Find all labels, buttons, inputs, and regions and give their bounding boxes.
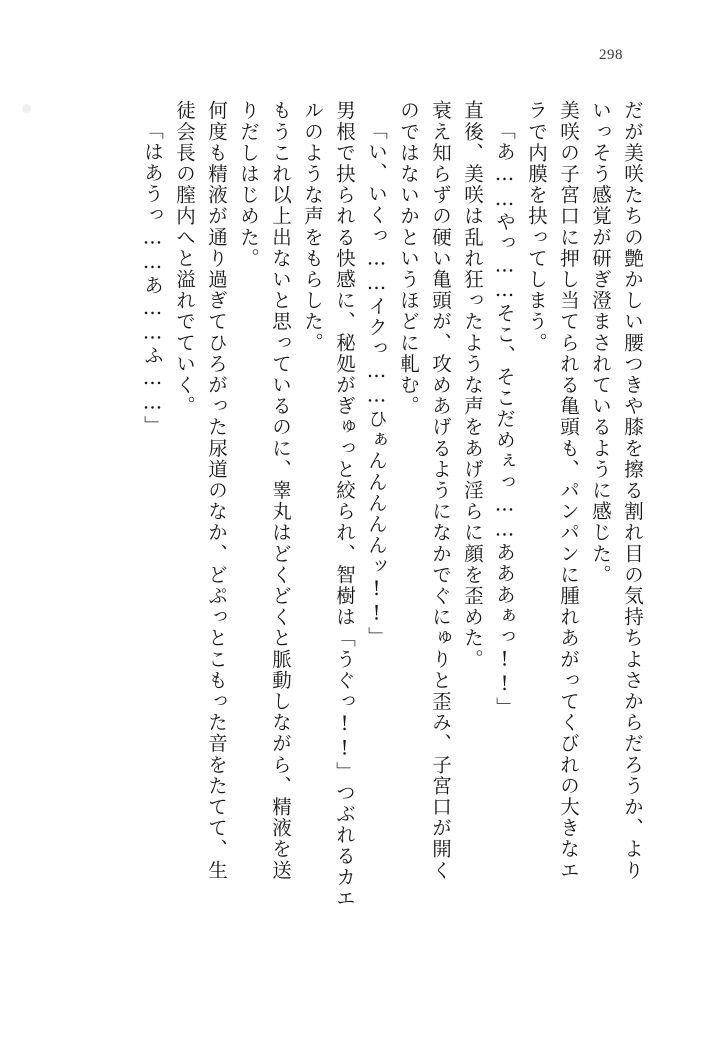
text-column: 「あ……やっ……そこ、そこだめぇっ……あああぁっ!!」 — [493, 120, 516, 718]
text-column: 「はあうっ……あ……ふ……」 — [141, 120, 164, 437]
text-column: 直後、美咲は乱れ狂ったような声をあげ淫らに顔を歪めた。 — [461, 100, 484, 670]
page-number: 298 — [599, 47, 623, 63]
text-column: 何度も精液が通り過ぎてひろがった尿道のなか、どぷっとこもった音をたてて、生 — [205, 100, 228, 881]
text-column: 衰え知らずの硬い亀頭が、攻めあげるようになかでぐにゅりと歪み、子宮口が開く — [429, 100, 452, 881]
text-column: 徒会長の膣内へと溢れでていく。 — [173, 100, 196, 417]
text-column: ルのような声をもらした。 — [301, 100, 324, 354]
text-column: りだしはじめた。 — [237, 100, 260, 269]
text-column: だが美咲たちの艶かしい腰つきや膝を擦る割れ目の気持ちよさからだろうか、より — [621, 100, 644, 881]
page-artifact-dot — [22, 104, 31, 113]
text-column: のではないかというほどに軋む。 — [397, 100, 420, 417]
vertical-text-body — [64, 100, 642, 970]
text-column: ラで内膜を抉ってしまう。 — [525, 100, 548, 354]
text-column: 美咲の子宮口に押し当てられる亀頭も、パンパンに腫れあがってくびれの大きなエ — [557, 100, 580, 881]
text-column: 「い、いくっ……イクっ……ひぁんんんんんッ!!」 — [365, 120, 388, 648]
text-column: もうこれ以上出ないと思っているのに、睾丸はどくどくと脈動しながら、精液を送 — [269, 100, 292, 881]
text-column: 男根で抉られる快感に、秘処がぎゅっと絞られ、智樹は「うぐっ!!」つぶれるカエ — [333, 100, 356, 909]
text-column: いっそう感覚が研ぎ澄まされているように感じた。 — [589, 100, 612, 586]
